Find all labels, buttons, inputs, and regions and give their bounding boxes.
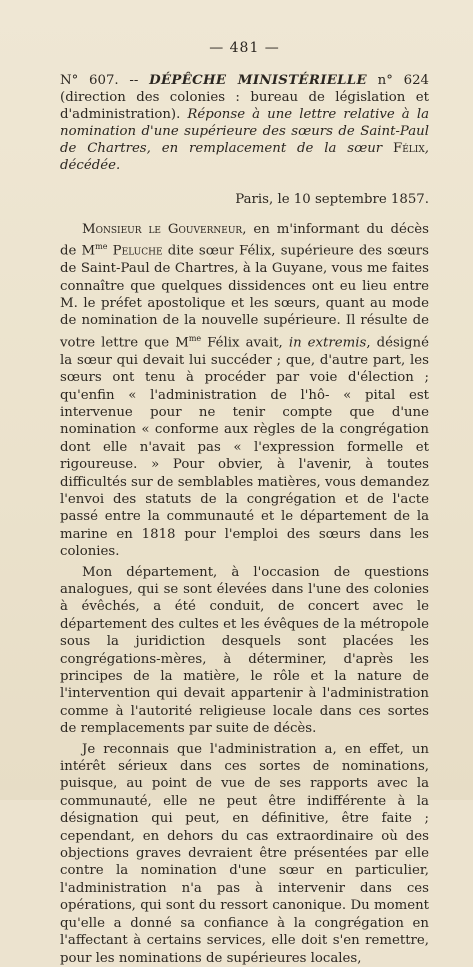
header-direction: n° 624 (direction des colonies : bureau de législation et d'administration). xyxy=(60,73,429,122)
header-separator: -- xyxy=(118,73,150,88)
p1-part-a: , en m'informant du décès de M xyxy=(60,222,429,259)
page-number: — 481 — xyxy=(209,40,280,56)
p1-part-b: dite sœur Félix, supérieure des sœurs de Saint-Paul de Chartres, à la Guyane, vous me faites connaître que quelques dissidences ont eu lieu entre M. le préfet apostolique et les sœurs, quant au mode de nomination de la nouvelle supérieure. Il résulte de votre lettre que M xyxy=(60,243,429,351)
paragraph-3: Je reconnais que l'administration a, en effet, un intérêt sérieux dans ces sortes de nominations, puisque, au point de vue de ses rapports avec la communauté, elle ne peut être indifférente à la désignation qui peut, en définitive, être faite ; cependant, en dehors du cas extraordinaire où des objections graves devraient être présentées par elle contre la nomination d'une sœur en particulier, l'administration n'a pas à intervenir dans ces opérations, qui sont du ressort canonique. Du moment qu'elle a donné sa confiance à la congrégation en l'affectant à certains services, elle doit s'en remettre, pour les nominations de supérieures locales, xyxy=(60,741,429,966)
p1-part-c: Félix avait, xyxy=(201,335,289,351)
salutation: Monsieur le Gouverneur xyxy=(82,222,243,237)
superscript-me-1: me xyxy=(95,242,108,252)
document-header xyxy=(60,72,429,174)
header-name-felix: Félix xyxy=(393,141,425,156)
superscript-me-2: me xyxy=(188,333,202,343)
header-tail: , décédée. xyxy=(60,141,429,173)
name-peluche: Peluche xyxy=(112,243,163,259)
document-number: N° 607. xyxy=(60,73,119,88)
paragraph-2: Mon département, à l'occasion de questions analogues, qui se sont élevées dans l'une des colonies à évêchés, a été conduit, de concert avec le département des cultes et les évêques de la métropole sous la juridiction desquels sont placées les congrégations-mères, à déterminer, d'après les principes de la matière, le rôle et la nature de l'intervention qui devait appartenir à l'administration comme à l'autorité religieuse locale dans ces sortes de remplacements par suite de décès. xyxy=(60,564,429,737)
paragraph-1 xyxy=(60,221,429,561)
document-title: DÉPÊCHE MINISTÉRIELLE xyxy=(149,73,367,88)
p1-part-d: , désigné la sœur qui devait lui succéder ; que, d'autre part, les sœurs ont tenu à procéder par voie d'élection ; qu'enfin « l'administration de l'hô- « pital est intervenue pour ne tenir compte que d'une nomination « conforme aux règles de la congrégation dont elle n'avait pas « l'expression formelle et rigoureuse. » Pour obvier, à l'avenir, à toutes difficultés sur de semblables matières, vous demandez l'envoi des statuts de la congrégation et de l'acte passé entre la communauté et le département de la marine en 1818 pour l'emploi des sœurs dans les colonies. xyxy=(60,335,429,560)
header-summary: Réponse à une lettre relative à la nomination d'une supérieure des sœurs de Saint-Paul de Chartres, en remplacement de la sœur xyxy=(60,107,429,156)
in-extremis: in extremis xyxy=(288,335,367,351)
dateline: Paris, le 10 septembre 1857. xyxy=(235,192,429,207)
